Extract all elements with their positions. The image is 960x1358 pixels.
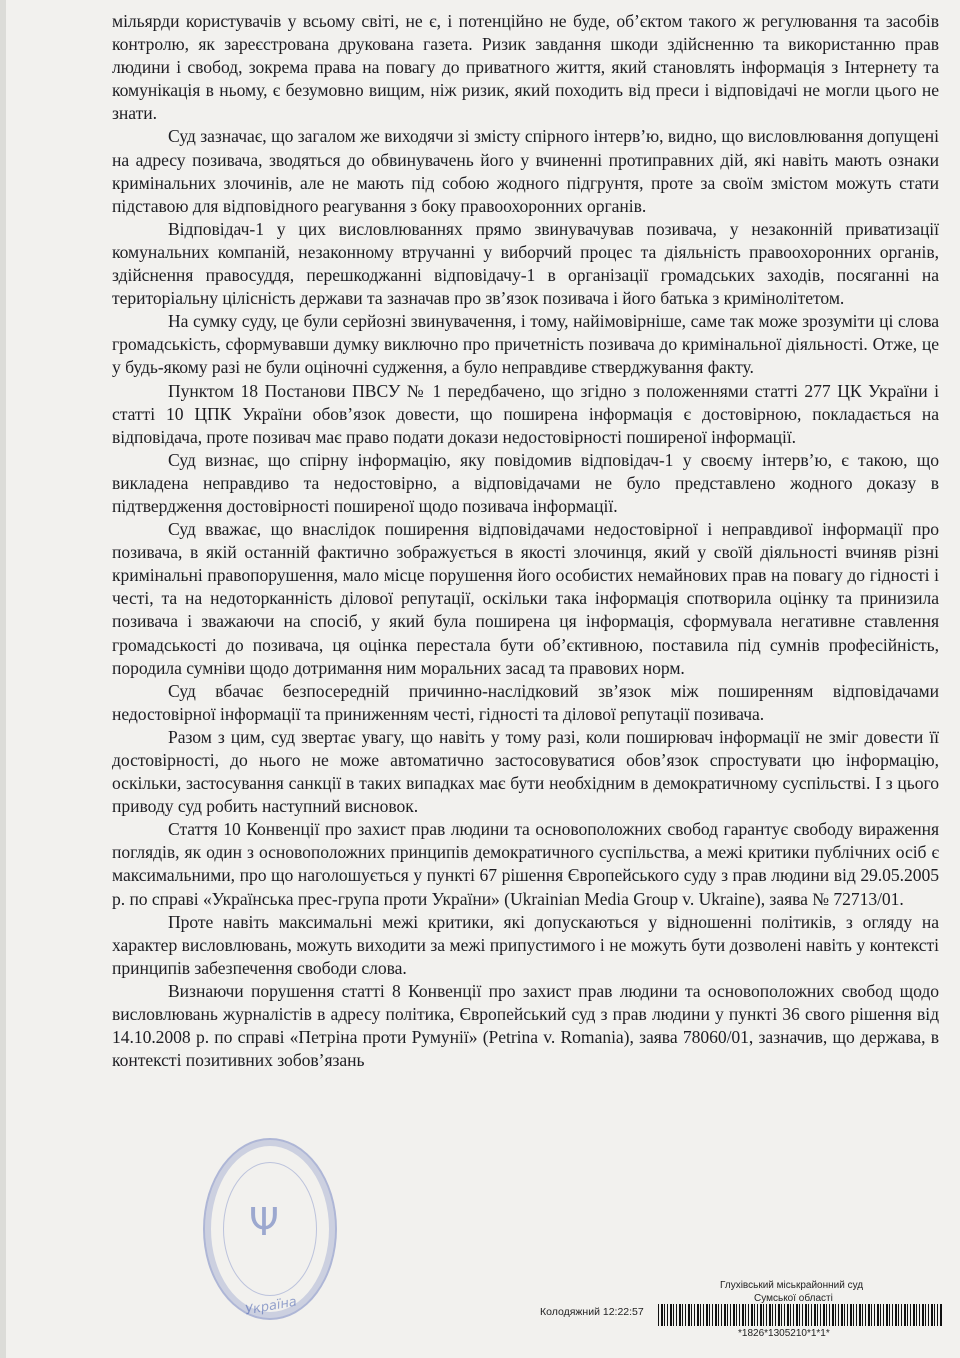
paragraph-10: Стаття 10 Конвенції про захист прав людини та основоположних свобод гарантує свободу вираження поглядів, як один з основоположних принципів демократичного суспільства, а межі критики публічних осіб є максимальними, про що наголошується у пункті 67 рішення Європейського суду з прав людини від 29.05.2005 р. по справі «Українська прес-група проти України» (Ukrainian Media Group v. Ukraine), заява № 72713/01. <box>112 819 939 909</box>
court-name: Глухівський міськрайонний суд <box>720 1280 864 1291</box>
paragraph-11: Проте навіть максимальні межі критики, які допускаються у відношенні політиків, з огляду на характер висловлювань, можуть виходити за межі припустимого і не можуть бути дозволені навіть у контексті принципів забезпечення свободи слова. <box>112 911 939 978</box>
scan-edge <box>0 0 6 1358</box>
paragraph-5: Пунктом 18 Постанови ПВСУ № 1 передбачено, що згідно з положеннями статті 277 ЦК України і статті 10 ЦПК України обов’язок довести, що поширена інформація є достовірною, покладається на відповідача, проте позивач має право подати докази недостовірності поширеної інформації. <box>112 380 939 447</box>
paragraph-3: Відповідач-1 у цих висловлюваннях прямо звинувачував позивача, у незаконній приватизації комунальних компаній, незаконному втручанні у виборчий процес та діяльність правоохоронних органів, здійснення правосуддя, перешкоджанні відповідачу-1 в організації громадських заходів, посяганні на територіальну цілісність держави та зазначав про зв’язок позивача і його батька з кримінолітетом. <box>112 218 939 309</box>
registry-stamp <box>540 1280 945 1346</box>
document-body <box>112 10 939 1072</box>
trident-icon: Ψ <box>249 1200 279 1244</box>
barcode <box>658 1304 942 1326</box>
barcode-number: *1826*1305210*1*1* <box>738 1328 830 1339</box>
paragraph-1: мільярди користувачів у всьому світі, не є, і потенційно не буде, об’єктом такого ж регулювання та засобів контролю, як зареєстрована друкована газета. Ризик завдання шкоди здійсненню та використанню прав людини і свобод, зокрема права на повагу до приватного життя, який становлять інформація з Інтернету та комунікація в ньому, є безумовно вищим, ніж ризик, який походить від преси і відповідачі не могли цього не знати. <box>112 11 939 124</box>
clerk-timestamp: Колодяжний 12:22:57 <box>540 1306 644 1318</box>
seal-text: Україна <box>244 1294 298 1319</box>
paragraph-6: Суд визнає, що спірну інформацію, яку повідомив відповідач-1 у своєму інтерв’ю, є такою, що викладена неправдиво та недостовірно, а відповідачами не було представлено жодного доказу в підтвердження достовірності поширеної щодо позивача інформації. <box>112 449 939 516</box>
paragraph-12: Визнаючи порушення статті 8 Конвенції про захист прав людини та основоположних свобод щодо висловлювань журналістів в адресу політика, Європейський суд з прав людини у пункті 36 свого рішення від 14.10.2008 р. по справі «Петріна проти Румунії» (Petrina v. Romania), заява 78060/01, зазначив, що держава, в контексті позитивних зобов’язань <box>112 980 939 1071</box>
seal-inner-ring <box>223 1162 317 1296</box>
paragraph-8: Суд вбачає безпосередній причинно-наслідковий зв’язок між поширенням відповідачами недостовірної інформації та приниженням честі, гідності та ділової репутації позивача. <box>112 680 939 724</box>
paragraph-4: На сумку суду, це були серйозні звинувачення, і тому, найімовірніше, саме так може зрозуміти ці слова громадськість, сформувавши думку виключно про причетність позивача до кримінальної діяльності. Отже, це у будь-якому разі не були оціночні судження, а було неправдиве стверджування факту. <box>112 311 939 378</box>
court-seal <box>203 1138 337 1320</box>
paragraph-9: Разом з цим, суд звертає увагу, що навіть у тому разі, коли поширювач інформації не зміг довести її достовірності, до нього не може автоматично застосовуватися обов’язок спростувати цю інформацію, оскільки, застосування санкції в таких випадках має бути необхідним в демократичному суспільстві. І з цього приводу суд робить наступний висновок. <box>112 726 939 817</box>
paragraph-2: Суд зазначає, що загалом же виходячи зі змісту спірного інтерв’ю, видно, що висловлювання допущені на адресу позивача, зводяться до обвинувачень його у вчиненні протиправних дій, які навіть мають ознаки кримінальних злочинів, але не мають під собою жодного підгрунтя, проте за своїм змістом можуть стати підставою для відповідного реагування з боку правоохоронних органів. <box>112 126 939 216</box>
paragraph-7: Суд вважає, що внаслідок поширення відповідачами недостовірної і неправдивої інформації про позивача, в якій останній фактично зображується в якості злочинця, який у своїй діяльності вчиняв різні кримінальні правопорушення, мало місце порушення його особистих немайнових прав на повагу до гідності і честі, та на недоторканність ділової репутації, оскільки така інформація спотворила оцінку та принизила позивача і зважаючи на спосіб, у який була поширена ця інформація, сформувала негативне ставлення громадськості до позивача, ця оцінка перестала бути об’єктивною, поставила під сумнів професійність, породила сумніви щодо дотримання ним моральних засад та правових норм. <box>112 519 939 678</box>
court-region: Сумської області <box>754 1293 833 1304</box>
